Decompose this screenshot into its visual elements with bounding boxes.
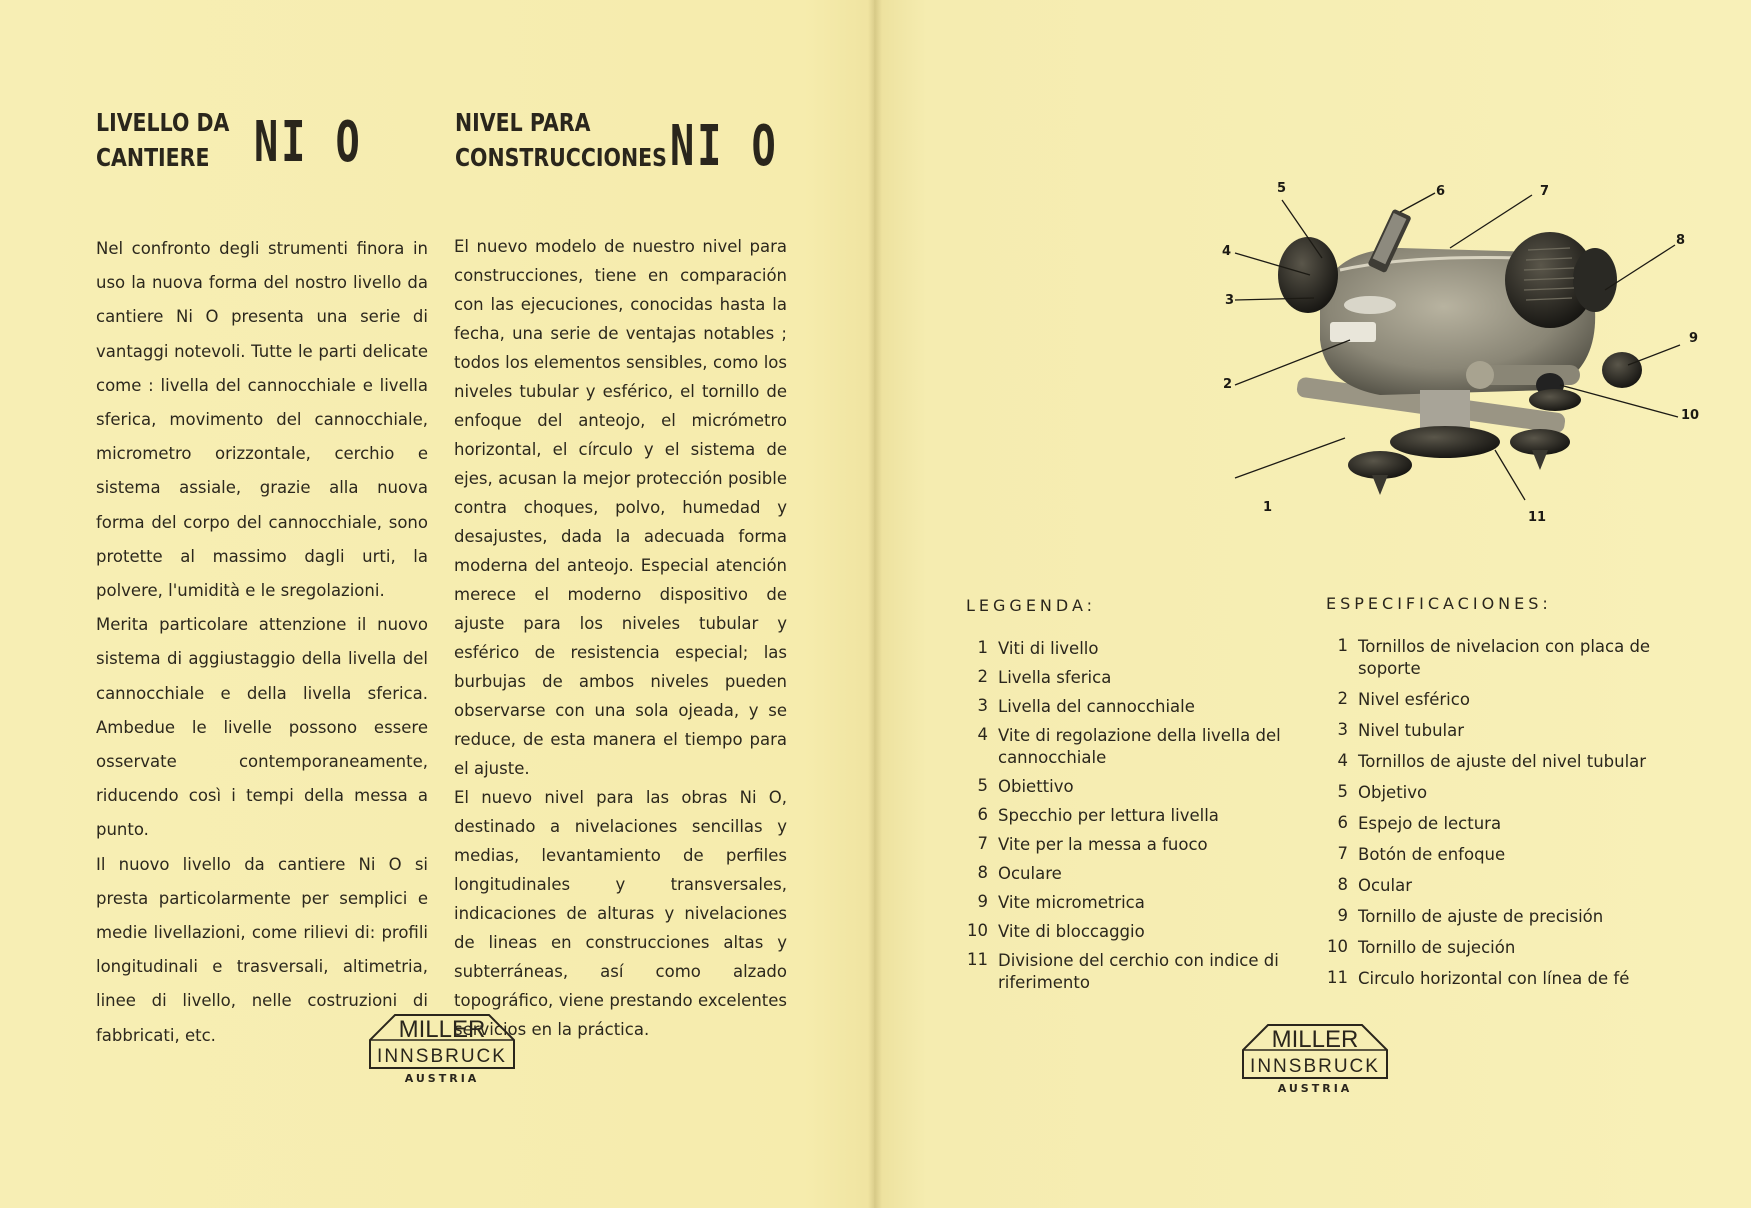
legend-item-text: Nivel esférico — [1358, 690, 1470, 709]
legend-item — [964, 892, 1294, 914]
legend-item — [964, 805, 1294, 827]
legend-item-text: Tornillos de nivelacion con placa de soporte — [1358, 637, 1651, 678]
callout-4: 4 — [1222, 244, 1232, 259]
model-name-italian: NI O — [254, 110, 363, 175]
level-instrument-photo — [1210, 180, 1690, 540]
legend-item-number: 4 — [1337, 751, 1348, 770]
legend-item — [964, 725, 1294, 769]
logo-emblem-left — [367, 1012, 517, 1070]
spanish-paragraph-2: El nuevo nivel para las obras Ni O, destinado a nivelaciones sencillas y medias, levantamiento de perfiles longitudinales y transversales, indicaciones de alturas y nivelaciones de lineas en construcciones altas y subterráneas, así como alzado topográfico, viene prestando excelentes servicios en la práctica. — [454, 788, 787, 1039]
legend-item-number: 5 — [1337, 782, 1348, 801]
legend-item-text: Livella del cannocchiale — [998, 697, 1195, 716]
legend-item — [964, 638, 1294, 660]
legend-item-number: 4 — [977, 725, 988, 744]
legend-item-text: Viti di livello — [998, 639, 1099, 658]
legend-item — [964, 950, 1294, 994]
callout-11: 11 — [1528, 510, 1547, 525]
legend-item — [1324, 968, 1669, 990]
callout-8: 8 — [1676, 233, 1686, 248]
legend-item — [964, 863, 1294, 885]
legend-item-number: 9 — [977, 892, 988, 911]
callout-5: 5 — [1277, 181, 1287, 196]
callout-6: 6 — [1436, 184, 1446, 199]
legend-item-text: Tornillos de ajuste del nivel tubular — [1358, 752, 1647, 771]
miller-innsbruck-logo-right — [1240, 1022, 1390, 1095]
legend-item-text: Ocular — [1358, 876, 1412, 895]
callout-9: 9 — [1689, 331, 1699, 346]
logo-emblem-right — [1240, 1022, 1390, 1080]
legend-item-number: 3 — [1337, 720, 1348, 739]
legend-item-number: 6 — [977, 805, 988, 824]
logo-word-1: MILLER — [398, 1016, 486, 1043]
italian-paragraph-2: Merita particolare attenzione il nuovo sistema di aggiustaggio della livella del cannocchiale e della livella sferica. Ambedue le livelle possono essere osservate contemporaneamente, riducendo così i tempi della messa a punto. — [96, 615, 428, 840]
legend-item-text: Botón de enfoque — [1358, 845, 1506, 864]
legend-item-number: 10 — [967, 921, 988, 940]
legend-item-text: Tornillo de sujeción — [1358, 938, 1516, 957]
logo-word-2: INNSBRUCK — [1250, 1056, 1380, 1077]
legend-item-number: 11 — [1327, 968, 1348, 987]
page-fold — [868, 0, 882, 1208]
legend-item — [1324, 906, 1669, 928]
callout-3: 3 — [1225, 293, 1235, 308]
legend-item — [964, 776, 1294, 798]
legend-spanish-list — [1324, 636, 1669, 999]
heading-italian-line1: LIVELLO DA — [96, 108, 230, 137]
logo-word-2: INNSBRUCK — [377, 1046, 507, 1067]
legend-item — [964, 696, 1294, 718]
legend-item-text: Objetivo — [1358, 783, 1428, 802]
legend-item — [1324, 720, 1669, 742]
legend-italian-list — [964, 638, 1294, 1001]
legend-item-number: 2 — [977, 667, 988, 686]
legend-item-text: Obiettivo — [998, 777, 1074, 796]
legend-item-number: 10 — [1327, 937, 1348, 956]
legend-item-number: 7 — [1337, 844, 1348, 863]
legend-item-text: Circulo horizontal con línea de fé — [1358, 969, 1630, 988]
legend-spanish-title: ESPECIFICACIONES: — [1326, 594, 1552, 613]
legend-item-text: Vite di bloccaggio — [998, 922, 1145, 941]
legend-item — [1324, 813, 1669, 835]
legend-italian-title: LEGGENDA: — [966, 596, 1096, 615]
legend-item-text: Nivel tubular — [1358, 721, 1465, 740]
legend-item — [1324, 636, 1669, 680]
legend-item-number: 1 — [1337, 636, 1348, 655]
instrument-body — [1278, 209, 1642, 495]
legend-item — [1324, 875, 1669, 897]
legend-item — [964, 834, 1294, 856]
legend-item — [1324, 782, 1669, 804]
legend-item-number: 11 — [967, 950, 988, 969]
legend-item-text: Vite micrometrica — [998, 893, 1145, 912]
legend-item-number: 9 — [1337, 906, 1348, 925]
legend-item-text: Vite per la messa a fuoco — [998, 835, 1208, 854]
heading-spanish-line2: CONSTRUCCIONES — [455, 143, 667, 172]
legend-item-number: 6 — [1337, 813, 1348, 832]
legend-item-number: 7 — [977, 834, 988, 853]
heading-italian — [96, 105, 363, 175]
legend-item-text: Divisione del cerchio con indice di riferimento — [998, 951, 1279, 992]
legend-item — [1324, 937, 1669, 959]
legend-item-number: 5 — [977, 776, 988, 795]
italian-text-column — [96, 232, 428, 1053]
legend-item-number: 8 — [977, 863, 988, 882]
heading-italian-line2: CANTIERE — [96, 143, 210, 172]
heading-spanish — [455, 105, 779, 179]
heading-spanish-line1: NIVEL PARA — [455, 108, 591, 137]
legend-item — [1324, 844, 1669, 866]
callout-10: 10 — [1681, 408, 1700, 423]
logo-country-right: AUSTRIA — [1277, 1082, 1353, 1095]
spanish-text-column — [454, 232, 787, 1044]
legend-item-number: 8 — [1337, 875, 1348, 894]
miller-innsbruck-logo-left — [367, 1012, 517, 1085]
legend-item-number: 2 — [1337, 689, 1348, 708]
legend-item-number: 1 — [977, 638, 988, 657]
logo-word-1: MILLER — [1271, 1026, 1359, 1053]
legend-item-text: Vite di regolazione della livella del cannocchiale — [998, 726, 1281, 767]
italian-paragraph-1: Nel confronto degli strumenti finora in uso la nuova forma del nostro livello da cantiere Ni O presenta una serie di vantaggi notevoli. Tutte le parti delicate come : livella del cannocchiale e livella sferica, movimento del cannocchiale, micrometro orizzontale, cerchio e sistema assiale, grazie alla nuova forma del corpo del cannocchiale, sono protette al massimo dagli urti, la polvere, l'umidità e le sregolazioni. — [96, 239, 428, 601]
callout-1: 1 — [1263, 500, 1273, 515]
callout-2: 2 — [1223, 377, 1233, 392]
logo-country-left: AUSTRIA — [404, 1072, 480, 1085]
legend-item — [1324, 751, 1669, 773]
legend-item-text: Specchio per lettura livella — [998, 806, 1219, 825]
legend-item — [964, 921, 1294, 943]
legend-item-text: Espejo de lectura — [1358, 814, 1502, 833]
legend-item — [1324, 689, 1669, 711]
model-name-spanish: NI O — [670, 114, 779, 179]
spanish-paragraph-1: El nuevo modelo de nuestro nivel para construcciones, tiene en comparación con las ejecuciones, conocidas hasta la fecha, una serie de ventajas notables ; todos los elementos sensibles, como los niveles tubular y esférico, el tornillo de enfoque del anteojo, el micrómetro horizontal, el círculo y el sistema de ejes, acusan la mejor protección posible contra choques, polvo, humedad y desajustes, dada la adecuada forma moderna del anteojo. Especial atención merece el moderno dispositivo de ajuste para los niveles tubular y esférico de resistencia especial; las burbujas de ambos niveles pueden observarse con una sola ojeada, y se reduce, de esta manera el tiempo para el ajuste. — [454, 237, 787, 778]
legend-item-number: 3 — [977, 696, 988, 715]
legend-item — [964, 667, 1294, 689]
legend-item-text: Livella sferica — [998, 668, 1112, 687]
italian-paragraph-3: Il nuovo livello da cantiere Ni O si presta particolarmente per semplici e medie livellazioni, come rilievi di: profili longitudinali e trasversali, altimetria, linee di livello, nelle costruzioni di fabbricati, etc. — [96, 854, 428, 1045]
legend-item-text: Tornillo de ajuste de precisión — [1358, 907, 1604, 926]
legend-item-text: Oculare — [998, 864, 1062, 883]
callout-7: 7 — [1540, 184, 1550, 199]
